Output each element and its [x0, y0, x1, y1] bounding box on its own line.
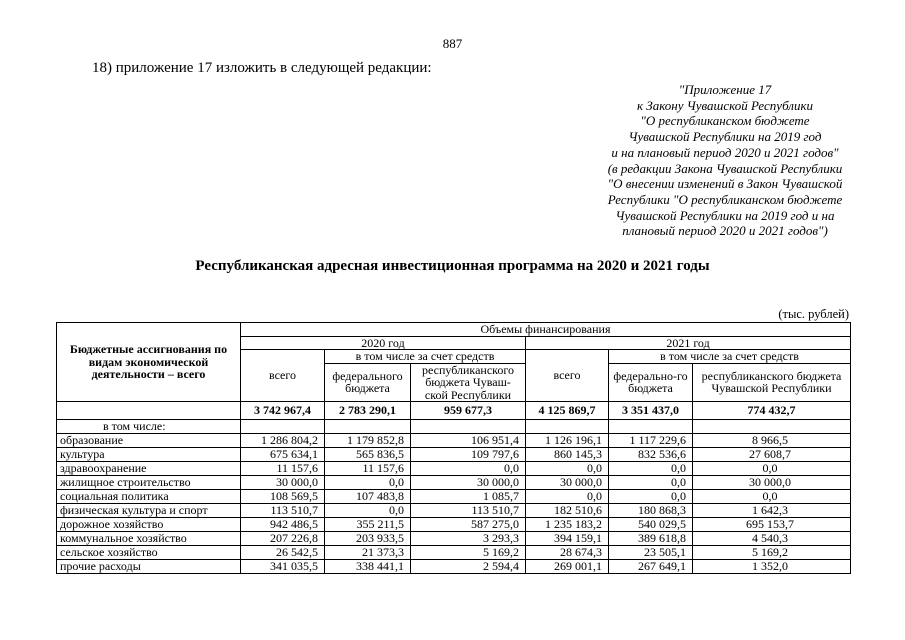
table-cell: 0,0 — [609, 489, 693, 503]
row-label: жилищное строительство — [57, 475, 241, 489]
document-title: Республиканская адресная инвестиционная программа на 2020 и 2021 годы — [195, 258, 710, 274]
financing-header: Объемы финансирования — [241, 323, 851, 337]
appendix-heading — [560, 82, 890, 239]
table-row — [57, 461, 851, 475]
year-2020-header: 2020 год — [241, 336, 526, 350]
total-value: 3 742 967,4 — [241, 402, 325, 420]
table-cell: 0,0 — [325, 503, 411, 517]
appendix-line: (в редакции Закона Чувашской Республики — [607, 160, 843, 176]
table-cell: 832 536,6 — [609, 447, 693, 461]
table-cell: 5 169,2 — [693, 545, 851, 559]
table-cell: 540 029,5 — [609, 517, 693, 531]
appendix-line: плановый период 2020 и 2021 годов") — [622, 223, 828, 239]
table-cell: 30 000,0 — [693, 475, 851, 489]
federal-2020-header: федерального бюджета — [325, 363, 411, 402]
sources-2021-header: в том числе за счет средств — [609, 350, 851, 364]
table-row — [57, 433, 851, 447]
table-cell: 30 000,0 — [526, 475, 609, 489]
table-row — [57, 489, 851, 503]
appendix-line: Чувашской Республики на 2019 год и на — [615, 207, 835, 223]
table-row — [57, 503, 851, 517]
total-2021-header: всего — [526, 350, 609, 402]
table-cell: 860 145,3 — [526, 447, 609, 461]
table-cell: 269 001,1 — [526, 559, 609, 573]
row-label: физическая культура и спорт — [57, 503, 241, 517]
table-cell: 2 594,4 — [411, 559, 526, 573]
table-cell: 113 510,7 — [241, 503, 325, 517]
investment-program-table — [56, 322, 851, 574]
table-cell: 8 966,5 — [693, 433, 851, 447]
table-cell: 675 634,1 — [241, 447, 325, 461]
page-number: 887 — [442, 36, 463, 51]
table-cell: 341 035,5 — [241, 559, 325, 573]
table-cell: 21 373,3 — [325, 545, 411, 559]
total-value: 959 677,3 — [411, 402, 526, 420]
table-cell: 3 293,3 — [411, 531, 526, 545]
table-cell: 182 510,6 — [526, 503, 609, 517]
table-cell: 565 836,5 — [325, 447, 411, 461]
total-2020-header: всего — [241, 350, 325, 402]
table-cell: 1 117 229,6 — [609, 433, 693, 447]
table-cell: 0,0 — [609, 461, 693, 475]
table-cell: 203 933,5 — [325, 531, 411, 545]
republic-2021-header: республиканского бюджета Чувашской Республики — [693, 363, 851, 402]
table-cell: 27 608,7 — [693, 447, 851, 461]
total-value: 2 783 290,1 — [325, 402, 411, 420]
table-cell: 0,0 — [526, 489, 609, 503]
table-cell: 1 352,0 — [693, 559, 851, 573]
table-cell: 0,0 — [325, 475, 411, 489]
table-cell: 108 569,5 — [241, 489, 325, 503]
row-label: прочие расходы — [57, 559, 241, 573]
table-row — [57, 545, 851, 559]
table-cell: 28 674,3 — [526, 545, 609, 559]
appendix-line: Республики "О республиканском бюджете — [607, 191, 843, 207]
table-row — [57, 559, 851, 573]
table-cell: 0,0 — [411, 461, 526, 475]
total-value: 774 432,7 — [693, 402, 851, 420]
row-label: сельское хозяйство — [57, 545, 241, 559]
totals-label — [57, 402, 241, 420]
table-cell: 0,0 — [693, 461, 851, 475]
table-cell: 0,0 — [693, 489, 851, 503]
table-row — [57, 475, 851, 489]
table-cell: 30 000,0 — [241, 475, 325, 489]
row-label: образование — [57, 433, 241, 447]
row-label: коммунальное хозяйство — [57, 531, 241, 545]
row-label: социальная политика — [57, 489, 241, 503]
table-cell: 107 483,8 — [325, 489, 411, 503]
table-cell: 26 542,5 — [241, 545, 325, 559]
appendix-line: к Закону Чувашской Республики — [636, 97, 814, 113]
table-cell: 355 211,5 — [325, 517, 411, 531]
republic-2020-header: республиканского бюджета Чуваш-ской Республики — [411, 363, 526, 402]
totals-row — [57, 402, 851, 420]
row-label: культура — [57, 447, 241, 461]
table-row — [57, 517, 851, 531]
table-cell: 338 441,1 — [325, 559, 411, 573]
table-cell: 180 868,3 — [609, 503, 693, 517]
year-2021-header: 2021 год — [526, 336, 851, 350]
table-cell: 1 235 183,2 — [526, 517, 609, 531]
total-value: 4 125 869,7 — [526, 402, 609, 420]
federal-2021-header: федерально-го бюджета — [609, 363, 693, 402]
table-cell: 0,0 — [609, 475, 693, 489]
table-cell: 0,0 — [526, 461, 609, 475]
appendix-line: и на плановый период 2020 и 2021 годов" — [611, 144, 839, 160]
including-label: в том числе: — [57, 420, 241, 434]
appendix-line: "О внесении изменений в Закон Чувашской — [607, 176, 843, 192]
table-cell: 207 226,8 — [241, 531, 325, 545]
table-cell: 587 275,0 — [411, 517, 526, 531]
table-cell: 1 179 852,8 — [325, 433, 411, 447]
row-label: дорожное хозяйство — [57, 517, 241, 531]
units-note: (тыс. рублей) — [778, 307, 849, 321]
table-cell: 1 085,7 — [411, 489, 526, 503]
table-cell: 394 159,1 — [526, 531, 609, 545]
appendix-line: Чувашской Республики на 2019 год — [628, 129, 822, 145]
table-cell: 23 505,1 — [609, 545, 693, 559]
row-label: здравоохранение — [57, 461, 241, 475]
table-cell: 1 126 196,1 — [526, 433, 609, 447]
table-cell: 11 157,6 — [241, 461, 325, 475]
table-cell: 695 153,7 — [693, 517, 851, 531]
table-cell: 5 169,2 — [411, 545, 526, 559]
table-cell: 113 510,7 — [411, 503, 526, 517]
table-cell: 106 951,4 — [411, 433, 526, 447]
first-column-header: Бюджетные ассигнования по видам экономической деятельности – всего — [57, 323, 241, 402]
appendix-line: "О республиканском бюджете — [640, 113, 810, 129]
total-value: 3 351 437,0 — [609, 402, 693, 420]
table-cell: 1 642,3 — [693, 503, 851, 517]
intro-text: 18) приложение 17 изложить в следующей редакции: — [92, 60, 432, 76]
table-cell: 389 618,8 — [609, 531, 693, 545]
table-cell: 109 797,6 — [411, 447, 526, 461]
table-cell: 267 649,1 — [609, 559, 693, 573]
including-row — [57, 420, 851, 434]
sources-2020-header: в том числе за счет средств — [325, 350, 526, 364]
appendix-line: "Приложение 17 — [678, 82, 772, 97]
table-row — [57, 447, 851, 461]
table-cell: 942 486,5 — [241, 517, 325, 531]
table-row — [57, 531, 851, 545]
table-cell: 4 540,3 — [693, 531, 851, 545]
table-cell: 11 157,6 — [325, 461, 411, 475]
table-cell: 30 000,0 — [411, 475, 526, 489]
table-cell: 1 286 804,2 — [241, 433, 325, 447]
